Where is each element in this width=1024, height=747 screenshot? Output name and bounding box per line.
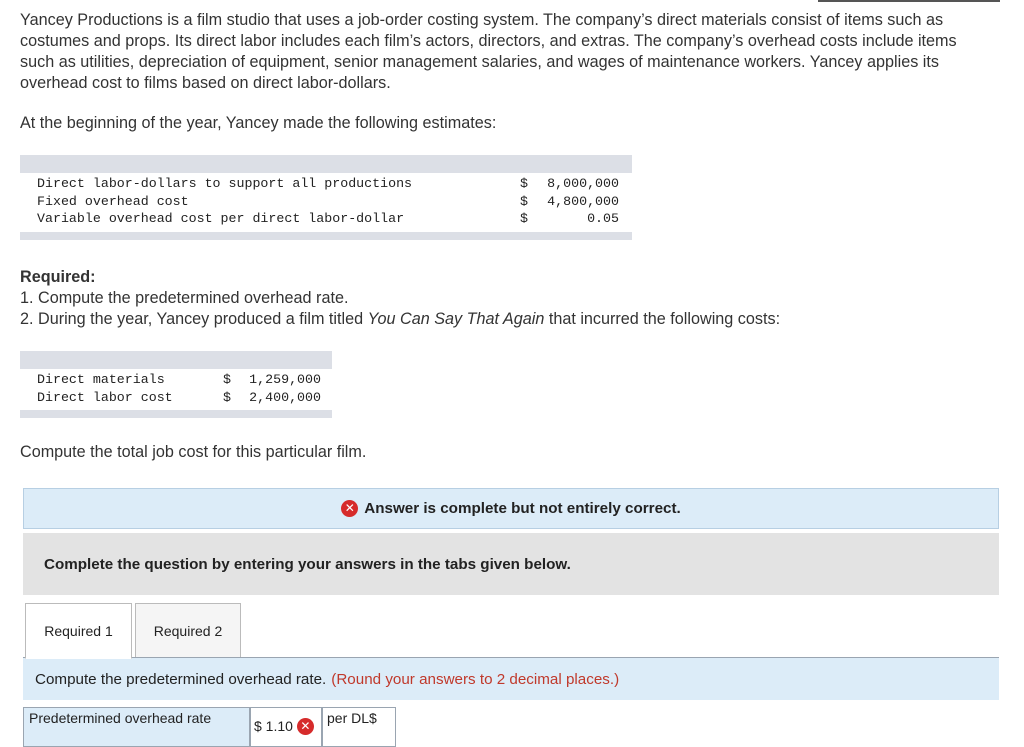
required-item-2: [20, 309, 1000, 330]
tab-required-1[interactable]: [25, 603, 132, 659]
required-item-2-prefix: 2. During the year, Yancey produced a film titled: [20, 310, 368, 328]
rate-unit: per DL$: [322, 707, 396, 747]
film-costs-table: [20, 351, 332, 418]
compute-instruction: Compute the total job cost for this particular film.: [20, 443, 367, 461]
instruction-box: [23, 533, 999, 595]
row-currency: $: [520, 211, 528, 226]
row-currency: $: [223, 372, 231, 387]
film-title: You Can Say That Again: [367, 310, 545, 328]
table-row: [20, 175, 632, 193]
question-prompt: [23, 658, 999, 700]
problem-intro: Yancey Productions is a film studio that uses a job-order costing system. The company’s direct materials consist of items such as costumes and props. Its direct labor includes each film’s actors, directors, and extras. The company’s overhead costs include items such as utilities, depreciation of equipment, senior management salaries, and wages of maintenance workers. Yancey applies its overhead cost to films based on direct labor-dollars.: [20, 11, 957, 92]
rounding-hint: (Round your answers to 2 decimal places.): [331, 670, 620, 688]
row-amount: 8,000,000: [547, 176, 619, 191]
tab-label: Required 2: [153, 622, 223, 639]
question-text: Compute the predetermined overhead rate.: [35, 670, 327, 688]
row-label: Direct materials: [37, 372, 165, 387]
table-row: [20, 371, 332, 389]
estimates-table: [20, 155, 632, 240]
row-label: Direct labor-dollars to support all productions: [37, 176, 413, 191]
required-item-1: 1. Compute the predetermined overhead rate.: [20, 289, 349, 307]
tab-required-2[interactable]: [135, 603, 241, 658]
table-row: [20, 193, 632, 211]
overhead-rate-input[interactable]: [250, 707, 322, 747]
incorrect-x-icon: ✕: [297, 718, 314, 735]
table-row: [20, 389, 332, 407]
row-label: Fixed overhead cost: [37, 193, 189, 209]
table-header-band: [20, 155, 632, 173]
row-currency: $: [520, 193, 528, 209]
estimates-lead: At the beginning of the year, Yancey made the following estimates:: [20, 114, 497, 132]
answer-status-banner: [23, 488, 999, 529]
table-footer-band: [20, 232, 632, 240]
row-currency: $: [520, 176, 528, 191]
row-amount: 4,800,000: [547, 193, 619, 209]
required-section: [20, 267, 1000, 330]
tab-label: Required 1: [44, 623, 113, 639]
row-currency: $: [223, 389, 231, 405]
table-row: [20, 210, 632, 228]
table-header-band: [20, 351, 332, 369]
x-circle-icon: ✕: [341, 500, 358, 517]
row-label: Variable overhead cost per direct labor-dollar: [37, 211, 405, 226]
overhead-rate-value: $ 1.10: [254, 718, 293, 734]
required-item-2-suffix: that incurred the following costs:: [544, 310, 781, 328]
table-footer-band: [20, 410, 332, 418]
instruction-text: Complete the question by entering your answers in the tabs given below.: [44, 555, 571, 573]
row-amount: 2,400,000: [249, 389, 321, 405]
top-divider: [818, 0, 1000, 2]
answer-row: [23, 707, 403, 747]
row-label: Direct labor cost: [37, 389, 173, 405]
row-amount: 1,259,000: [249, 372, 321, 387]
row-amount: 0.05: [587, 211, 619, 226]
required-title: Required:: [20, 268, 96, 286]
answer-status-message: Answer is complete but not entirely correct.: [364, 500, 681, 517]
answer-row-label: Predetermined overhead rate: [23, 707, 250, 747]
